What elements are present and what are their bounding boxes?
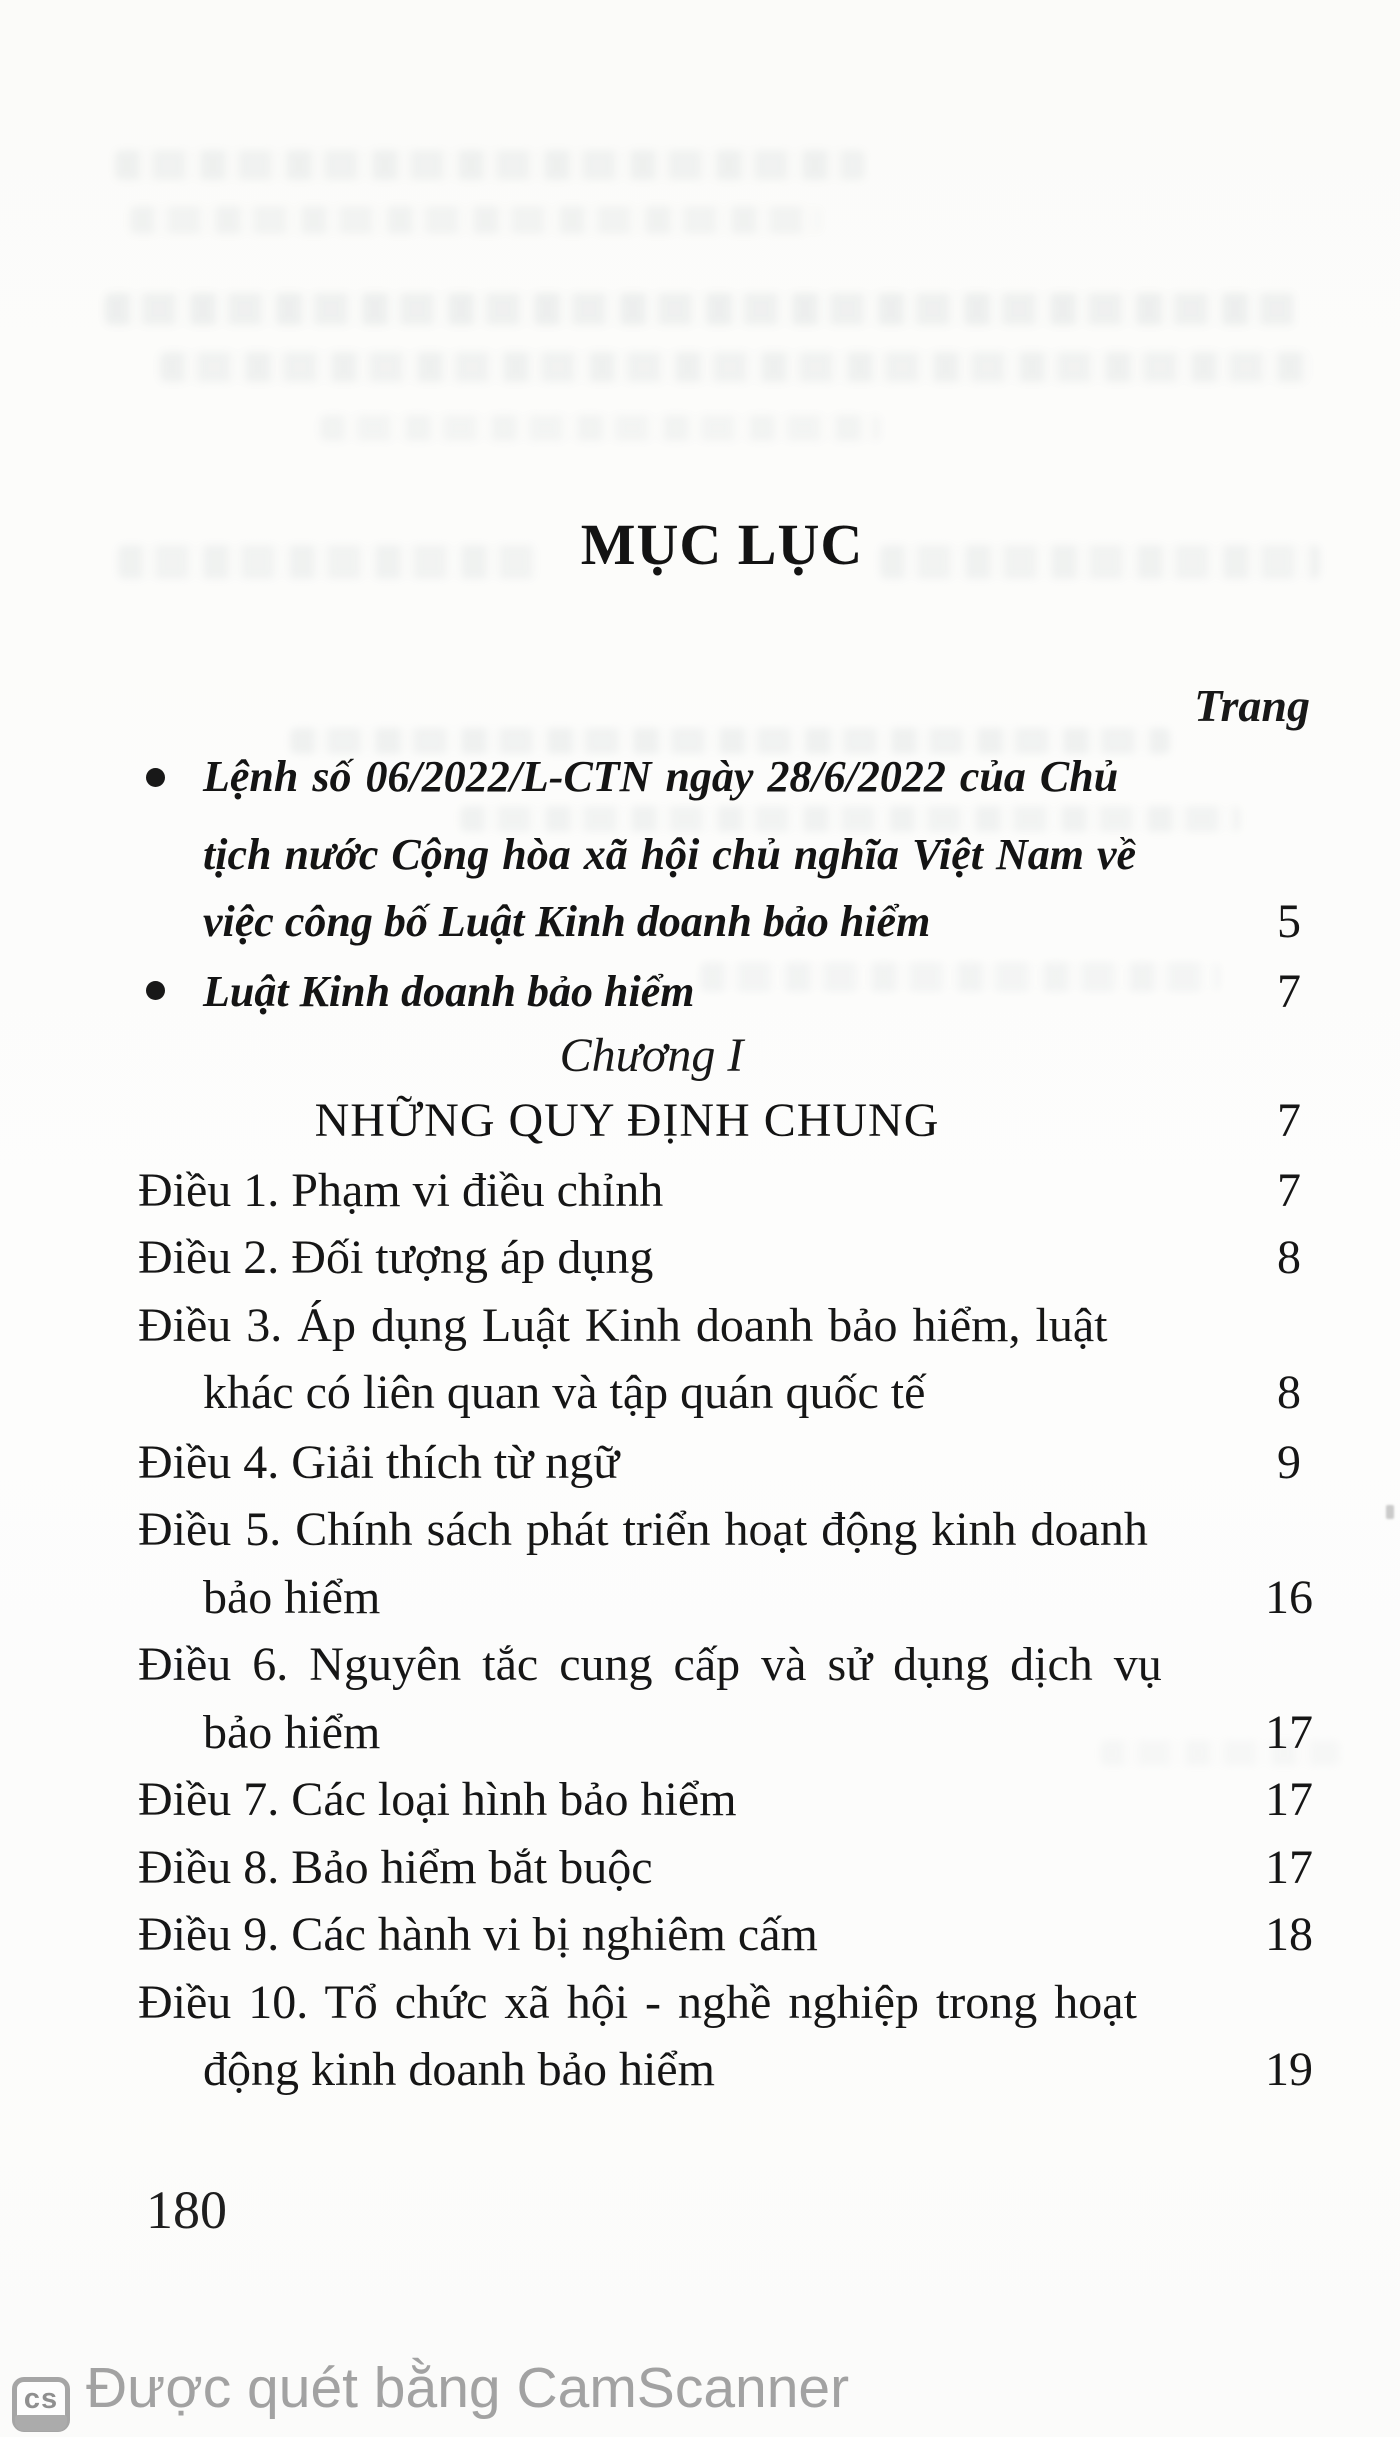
page-number: 5: [1277, 895, 1301, 948]
bleedthrough-line: [130, 206, 820, 234]
bleedthrough-line: [700, 962, 1220, 992]
toc-entry-line: Điều 2. Đối tượng áp dụng: [138, 1231, 654, 1284]
chapter-label: Chương I: [559, 1029, 744, 1082]
toc-entry-line: Điều 1. Phạm vi điều chỉnh: [138, 1164, 664, 1217]
toc-entry-line: bảo hiểm: [203, 1706, 381, 1759]
page-number: 7: [1277, 1164, 1301, 1217]
camscanner-logo-letters: cs: [23, 2383, 59, 2415]
page-number: 7: [1277, 1094, 1301, 1147]
toc-entry-line: Điều 3. Áp dụng Luật Kinh doanh bảo hiểm, luật: [138, 1299, 1108, 1352]
bullet-marker: [146, 981, 165, 1000]
toc-entry-line: Điều 8. Bảo hiểm bắt buộc: [138, 1841, 653, 1894]
toc-entry-line: Điều 7. Các loại hình bảo hiểm: [138, 1773, 737, 1826]
toc-entry-line: Lệnh số 06/2022/L-CTN ngày 28/6/2022 của Chủ: [203, 752, 1119, 801]
page-number: 7: [1277, 965, 1301, 1018]
camscanner-logo-bar: [15, 2415, 67, 2431]
bleedthrough-line: [160, 352, 1310, 382]
scan-speck: [1386, 1505, 1394, 1519]
page-number: 17: [1265, 1706, 1313, 1759]
bleedthrough-line: [320, 415, 880, 441]
toc-entry-line: việc công bố Luật Kinh doanh bảo hiểm: [203, 897, 931, 946]
page-number: 17: [1265, 1773, 1313, 1826]
page-column-header: Trang: [1194, 680, 1310, 731]
page-number: 8: [1277, 1231, 1301, 1284]
chapter-heading: NHỮNG QUY ĐỊNH CHUNG: [314, 1094, 940, 1147]
toc-entry-line: Điều 5. Chính sách phát triển hoạt động kinh doanh: [138, 1503, 1148, 1556]
toc-entry-line: Luật Kinh doanh bảo hiểm: [203, 967, 695, 1016]
page-number: 17: [1265, 1841, 1313, 1894]
toc-entry-line: động kinh doanh bảo hiểm: [203, 2043, 715, 2096]
bleedthrough-line: [115, 150, 865, 180]
page-number: 16: [1265, 1571, 1313, 1624]
toc-entry-line: khác có liên quan và tập quán quốc tế: [203, 1366, 926, 1419]
folio-page-number: 180: [146, 2180, 227, 2240]
page-number: 19: [1265, 2043, 1313, 2096]
toc-entry-line: Điều 10. Tổ chức xã hội - nghề nghiệp trong hoạt: [138, 1976, 1137, 2029]
bullet-marker: [146, 768, 165, 787]
page-title: MỤC LỤC: [580, 512, 864, 577]
page-number: 9: [1277, 1436, 1301, 1489]
toc-entry-line: Điều 9. Các hành vi bị nghiêm cấm: [138, 1908, 818, 1961]
toc-entry-line: tịch nước Cộng hòa xã hội chủ nghĩa Việt Nam về: [203, 830, 1136, 879]
toc-entry-line: Điều 4. Giải thích từ ngữ: [138, 1436, 620, 1489]
bleedthrough-line: [105, 293, 1295, 325]
camscanner-logo-icon: [12, 2377, 70, 2432]
camscanner-watermark-label: Được quét bằng CamScanner: [86, 2356, 850, 2420]
toc-entry-line: bảo hiểm: [203, 1571, 381, 1624]
page-number: 8: [1277, 1366, 1301, 1419]
page-number: 18: [1265, 1908, 1313, 1961]
toc-entry-line: Điều 6. Nguyên tắc cung cấp và sử dụng dịch vụ: [138, 1638, 1162, 1691]
